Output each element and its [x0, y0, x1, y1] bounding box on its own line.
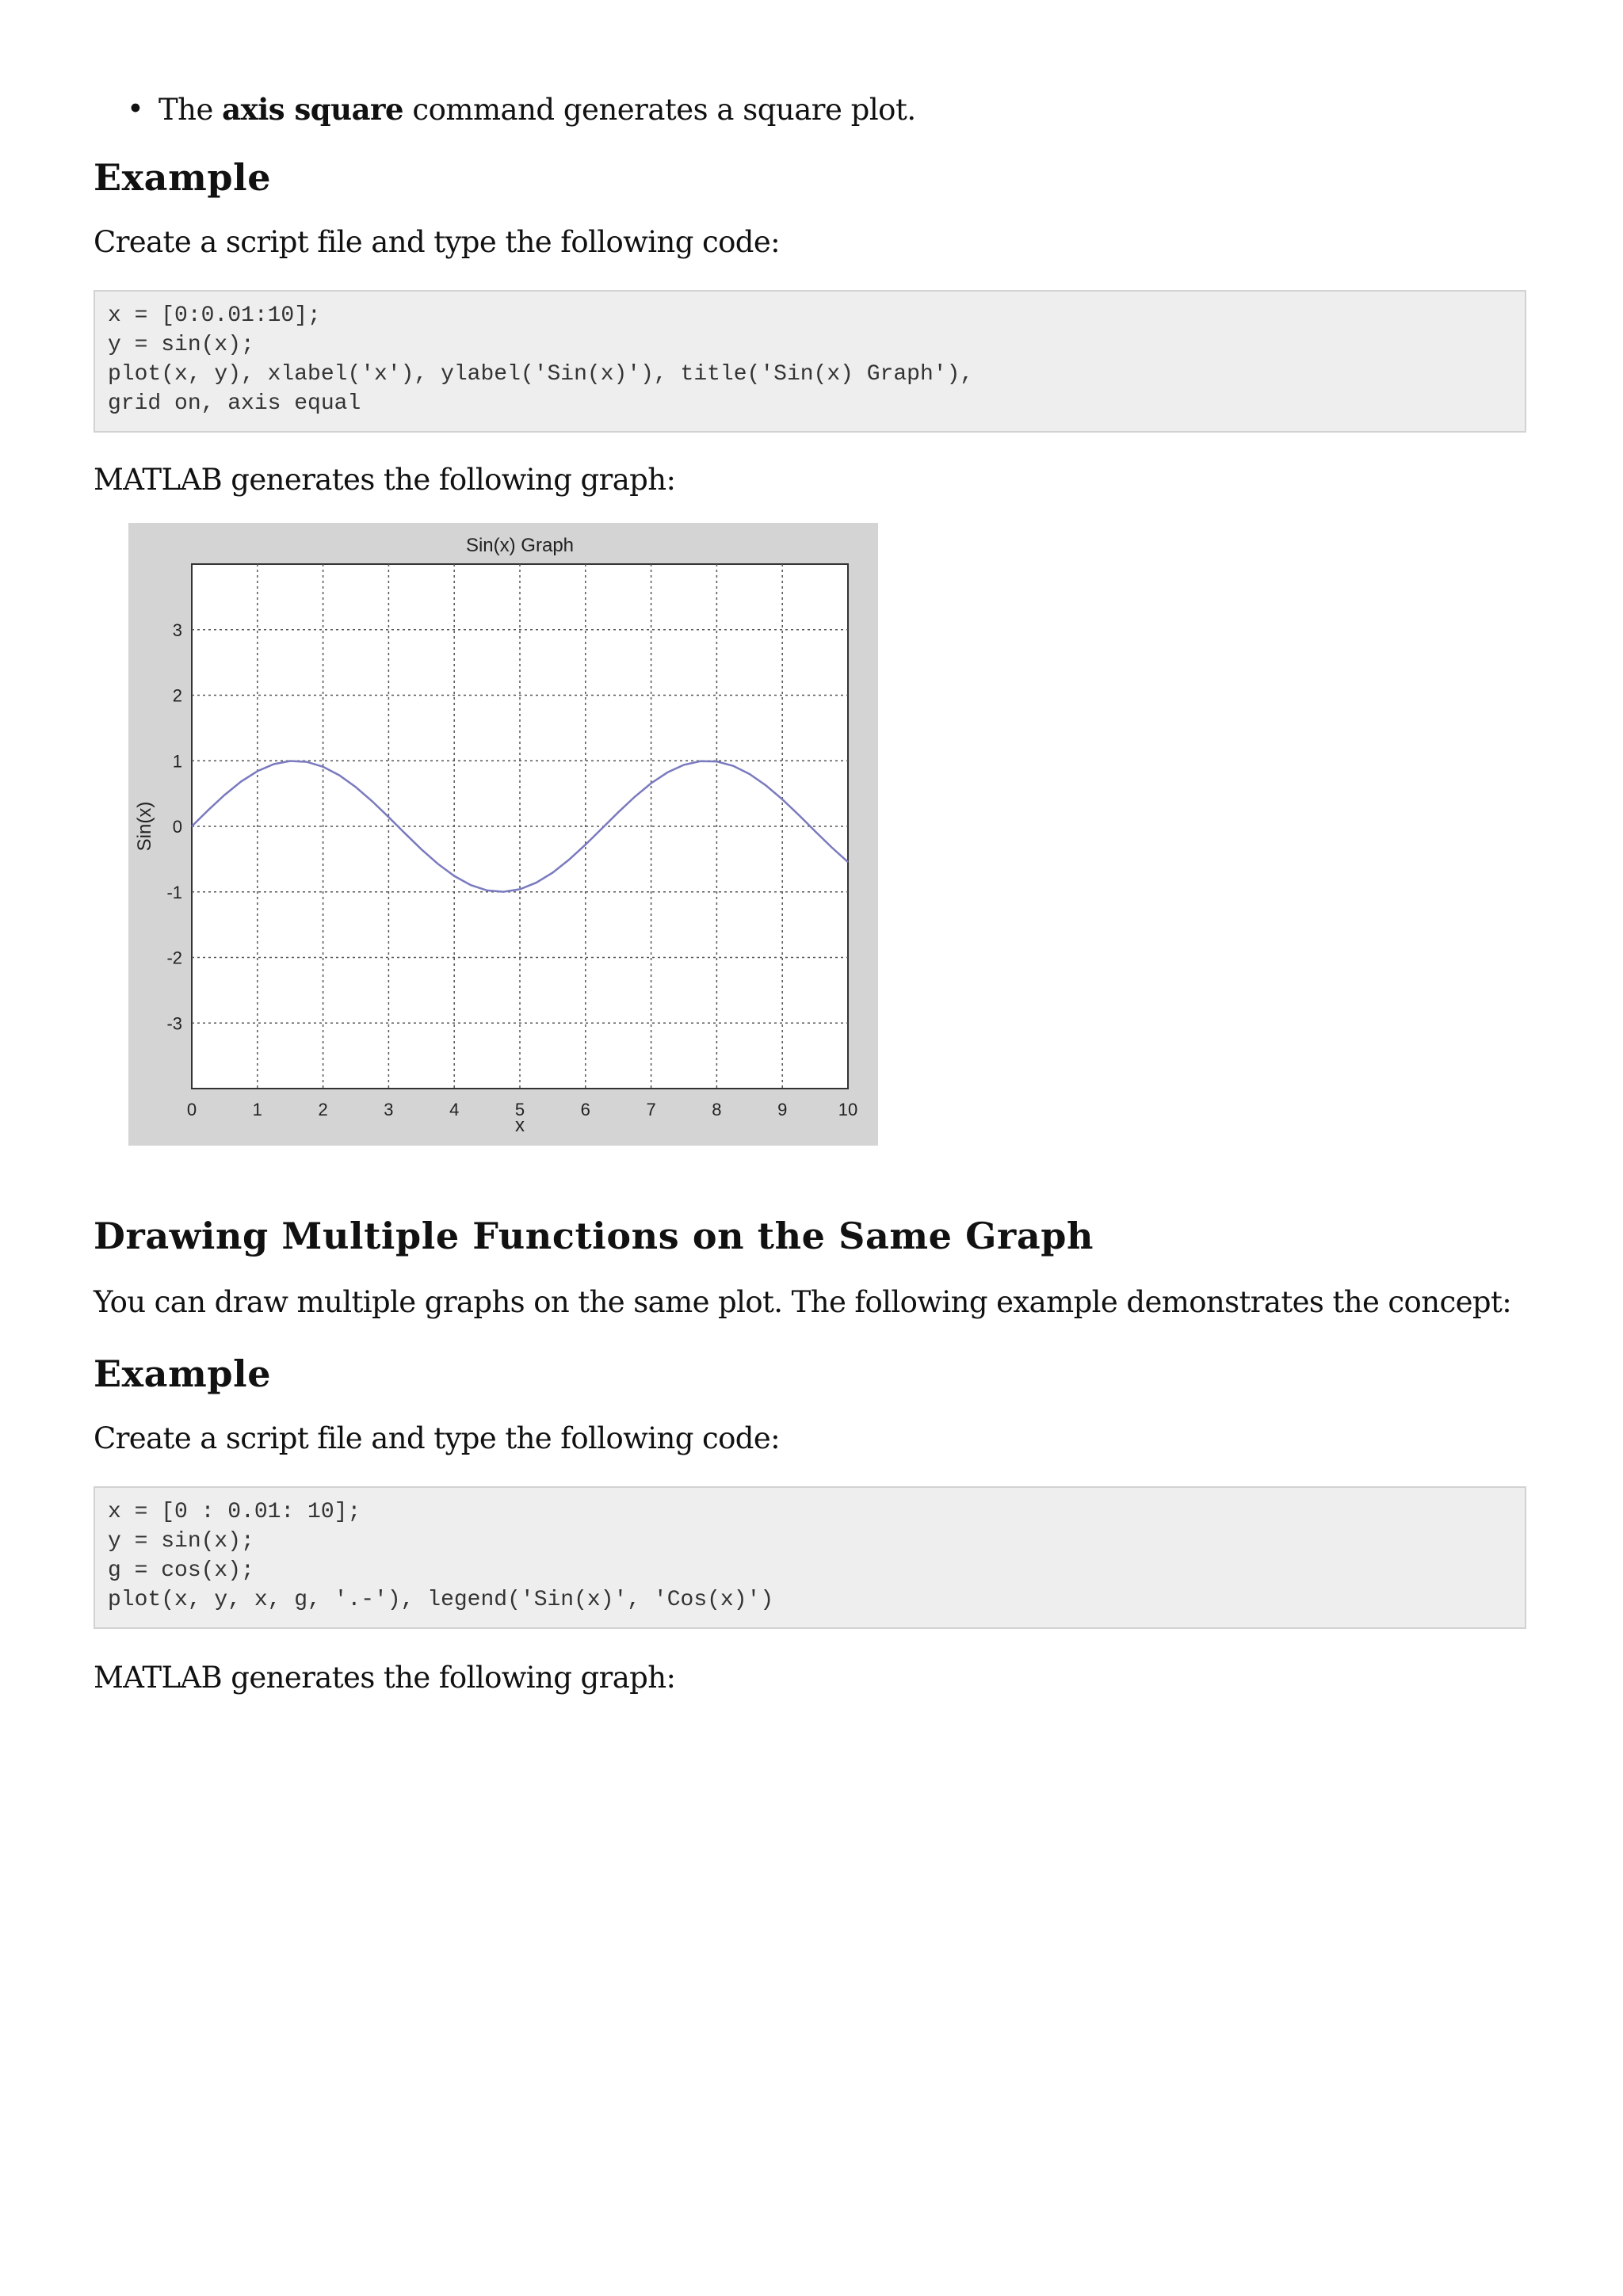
sin-graph-chart [128, 523, 878, 1146]
x-tick-label: 5 [514, 1100, 525, 1119]
code-line-1-4: grid on, axis equal [108, 391, 361, 416]
x-tick-label: 8 [712, 1100, 722, 1119]
x-tick-label: 9 [777, 1100, 788, 1119]
code-line-2-3: g = cos(x); [108, 1558, 254, 1583]
x-tick-label: 0 [186, 1100, 197, 1119]
y-tick-label: -1 [166, 882, 182, 902]
example-heading-1: Example [94, 156, 272, 199]
x-tick-label: 2 [318, 1100, 328, 1119]
section-heading-multiple-functions: Drawing Multiple Functions on the Same Graph [94, 1215, 1094, 1257]
y-tick-label: 3 [172, 620, 182, 640]
x-tick-label: 1 [252, 1100, 262, 1119]
chart-title: Sin(x) Graph [465, 535, 575, 556]
example-heading-2: Example [94, 1352, 272, 1395]
bullet-item [127, 89, 916, 131]
y-axis-label: Sin(x) [134, 801, 155, 852]
outro-text-3: MATLAB generates the following graph: [94, 1661, 676, 1695]
x-tick-label: 3 [384, 1100, 394, 1119]
sin-graph-figure [128, 523, 878, 1146]
x-tick-label: 7 [646, 1100, 656, 1119]
bullet-text-bold: axis square [222, 92, 404, 127]
x-tick-label: 4 [449, 1100, 460, 1119]
intro-text-2: You can draw multiple graphs on the same plot. The following example demonstrates the concept: [94, 1285, 1512, 1319]
bullet-text-post: command generates a square plot. [403, 93, 916, 127]
x-axis-label: x [515, 1115, 525, 1136]
code-line-2-1: x = [0 : 0.01: 10]; [108, 1500, 361, 1524]
code-block-1[interactable] [94, 290, 1526, 433]
code-line-1-2: y = sin(x); [108, 333, 254, 357]
bullet-text-pre: The [158, 93, 223, 127]
code-line-2-4: plot(x, y, x, g, '.-'), legend('Sin(x)', 'Cos(x)') [108, 1588, 774, 1612]
x-tick-label: 10 [838, 1100, 858, 1119]
y-tick-label: -2 [166, 948, 182, 968]
outro-text-1: MATLAB generates the following graph: [94, 463, 676, 497]
y-tick-label: 2 [172, 685, 182, 706]
code-line-1-1: x = [0:0.01:10]; [108, 303, 321, 328]
y-tick-label: 0 [172, 817, 182, 837]
code-line-1-3: plot(x, y), xlabel('x'), ylabel('Sin(x)'), title('Sin(x) Graph'), [108, 362, 974, 387]
intro-text-1: Create a script file and type the following code: [94, 225, 781, 259]
code-block-2[interactable] [94, 1486, 1526, 1629]
y-tick-labels [166, 620, 182, 1034]
code-line-2-2: y = sin(x); [108, 1529, 254, 1554]
y-tick-label: 1 [172, 751, 182, 772]
x-tick-label: 6 [580, 1100, 590, 1119]
intro-text-3: Create a script file and type the following code: [94, 1421, 781, 1455]
bullet-dot: • [127, 92, 144, 126]
y-tick-label: -3 [166, 1013, 182, 1034]
